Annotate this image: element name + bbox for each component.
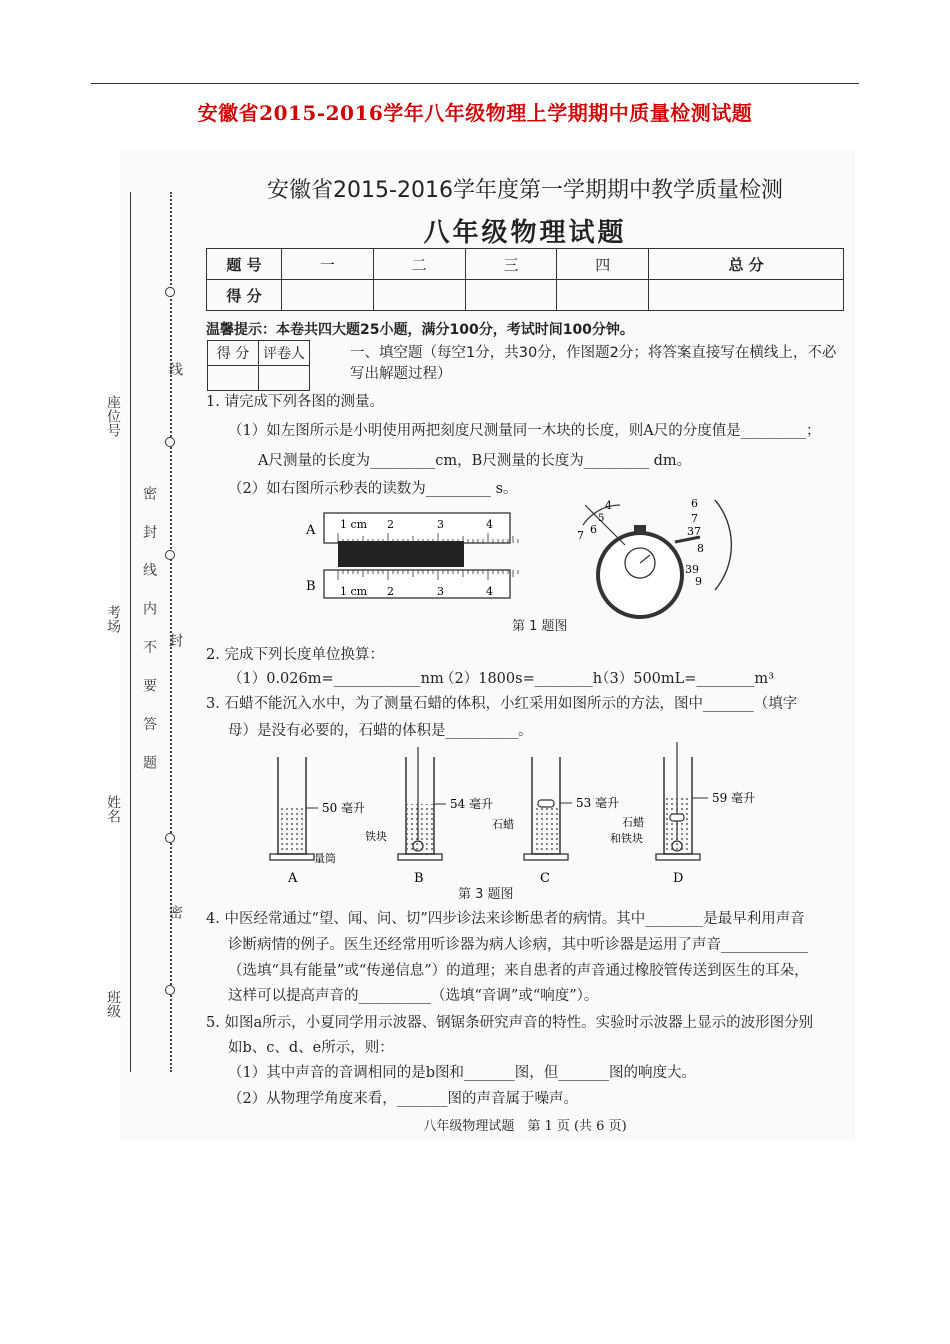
seal-line [170,192,172,1072]
stopwatch-crown [634,525,646,533]
question-4-cont-1: 诊断病情的例子。医生还经常用听诊器为病人诊病，其中听诊器是运用了声音____________ [228,937,808,953]
ruler-b-tick-3: 3 [437,585,444,598]
cylinder-c [524,757,572,860]
cylinder-c-reading: 53 毫升 [576,796,620,810]
seal-warning: 密 封 线 内 不 要 答 题 [141,486,157,780]
class-label: 班级 [105,990,121,1018]
score-input-cell[interactable] [373,280,465,311]
cylinder-d-note: 石蜡 [622,816,644,829]
top-rule [91,83,859,84]
exam-subtitle: 八年级物理试题 [423,218,627,248]
question-1: 1. 请完成下列各图的测量。 [206,394,384,410]
document-title: 安徽省2015-2016学年八年级物理上学期期中质量检测试题 [197,101,753,125]
cylinder-a-note: 量筒 [314,852,336,865]
cylinder-d-reading: 59 毫升 [712,791,756,805]
stopwatch-mark: 4 [605,499,612,512]
score-input-cell[interactable] [282,280,374,311]
stopwatch-mark: 5 [598,513,605,524]
score-table-cell: 得 分 [207,280,282,311]
seal-mark-secret: 密 [167,905,183,919]
wood-block [338,541,464,567]
score-table-cell: 一 [282,249,374,280]
ruler-a-tick-1: 1 cm [340,518,368,531]
ruler-b-tick-1: 1 cm [340,585,368,598]
stopwatch-mark: 7 [691,512,698,525]
question-2-part-1: （1）0.026m=____________nm [228,671,444,687]
question-1-part-1-cont: A尺测量的长度为_________cm，B尺测量的长度为_________ dm。 [258,453,692,469]
score-input-cell[interactable] [465,280,557,311]
question-1-part-1: （1）如左图所示是小明使用两把刻度尺测量同一木块的长度，则A尺的分度值是_________； [228,423,821,439]
question-3: 3. 石蜡不能沉入水中，为了测量石蜡的体积，小红采用如图所示的方法，图中_______（填字 [206,696,798,712]
ruler-figure [300,508,520,604]
cylinder-b [398,747,446,860]
figure-1-caption: 第 1 题图 [512,619,568,634]
cylinder-a-label: A [288,871,298,886]
question-5-part-2: （2）从物理学角度来看，_______图的声音属于噪声。 [228,1091,578,1107]
question-3-cont: 母）是没有必要的，石蜡的体积是__________。 [228,723,533,739]
grader-reviewer-cell[interactable] [259,366,310,391]
seal-circle [165,985,175,995]
ruler-a-tick-3: 3 [437,518,444,531]
grader-box [207,340,310,391]
question-5: 5. 如图a所示，小夏同学用示波器、钢锯条研究声音的特性。实验时示波器上显示的波形图分别 [206,1015,814,1031]
seal-mark-line: 线 [167,362,183,376]
question-2: 2. 完成下列长度单位换算： [206,647,384,663]
stopwatch-figure [565,495,735,625]
cylinder-d [656,742,708,860]
seal-circle [165,437,175,447]
ruler-b-tick-2: 2 [387,585,394,598]
stopwatch-mark: 9 [695,575,702,588]
stopwatch-mark: 7 [577,529,584,542]
cylinder-b-label: B [414,871,424,886]
ruler-a-label: A [306,523,316,538]
score-table-cell: 四 [557,249,649,280]
grader-reviewer-label: 评卷人 [259,341,310,366]
ruler-a-tick-2: 2 [387,518,394,531]
seal-circle [165,550,175,560]
seal-circle [165,287,175,297]
cylinder-d-label: D [673,871,684,886]
score-table [206,248,844,311]
score-table-cell: 二 [373,249,465,280]
page-footer: 八年级物理试题 第 1 页 (共 6 页) [423,1119,627,1134]
seal-circle [165,833,175,843]
question-2-part-3: （3）500mL=________m³ [595,671,774,687]
binding-line [130,192,131,1072]
name-label: 姓名 [105,795,121,823]
ruler-b-tick-4: 4 [486,585,493,598]
stopwatch-second-scale [715,500,731,590]
cylinder-a-reading: 50 毫升 [322,801,366,815]
section-heading: 一、填空题（每空1分，共30分，作图题2分；将答案直接写在横线上，不必写出解题过程） [350,345,837,382]
question-5-cont: 如b、c、d、e所示，则： [228,1040,394,1056]
score-table-cell: 题 号 [207,249,282,280]
score-input-cell[interactable] [557,280,649,311]
seal-mark-seal: 封 [167,633,183,647]
exam-tip: 温馨提示：本卷共四大题25小题，满分100分，考试时间100分钟。 [206,322,634,338]
ruler-a-tick-4: 4 [486,518,493,531]
stopwatch-mark: 6 [590,523,597,536]
stopwatch-mark: 8 [697,542,704,555]
grader-score-cell[interactable] [208,366,259,391]
ruler-b-label: B [306,579,316,594]
question-5-part-1: （1）其中声音的音调相同的是b图和_______图，但_______图的响度大。 [228,1065,697,1081]
question-1-part-2: （2）如右图所示秒表的读数为_________ s。 [228,481,518,497]
question-4: 4. 中医经常通过“望、闻、问、切”四步诊法来诊断患者的病情。其中________是最早利用声音 [206,911,805,927]
question-2-part-2: （2）1800s=________h [440,671,603,687]
cylinder-b-note: 铁块 [365,830,387,843]
score-input-cell[interactable] [649,280,844,311]
cylinder-d-note: 和铁块 [610,832,643,845]
stopwatch-mark: 39 [685,563,699,576]
cylinder-b-reading: 54 毫升 [450,797,494,811]
exam-title: 安徽省2015-2016学年度第一学期期中教学质量检测 [267,178,783,203]
cylinder-c-label: C [540,871,550,886]
score-table-cell: 总 分 [649,249,844,280]
stopwatch-mark: 6 [691,497,698,510]
figure-3-caption: 第 3 题图 [458,887,514,902]
exam-room-label: 考场 [105,605,121,633]
stopwatch-mark: 37 [687,525,701,538]
seat-number-label: 座位号 [105,395,121,437]
question-4-cont-3: 这样可以提高声音的__________（选填“音调”或“响度”）。 [228,988,599,1004]
cylinder-c-note: 石蜡 [492,818,514,831]
cylinder-a [270,757,318,860]
score-table-cell: 三 [465,249,557,280]
grader-score-label: 得 分 [208,341,259,366]
cylinder-figure [260,742,780,892]
question-4-cont-2: （选填“具有能量”或“传递信息”）的道理；来自患者的声音通过橡胶管传送到医生的耳朵， [228,963,809,979]
